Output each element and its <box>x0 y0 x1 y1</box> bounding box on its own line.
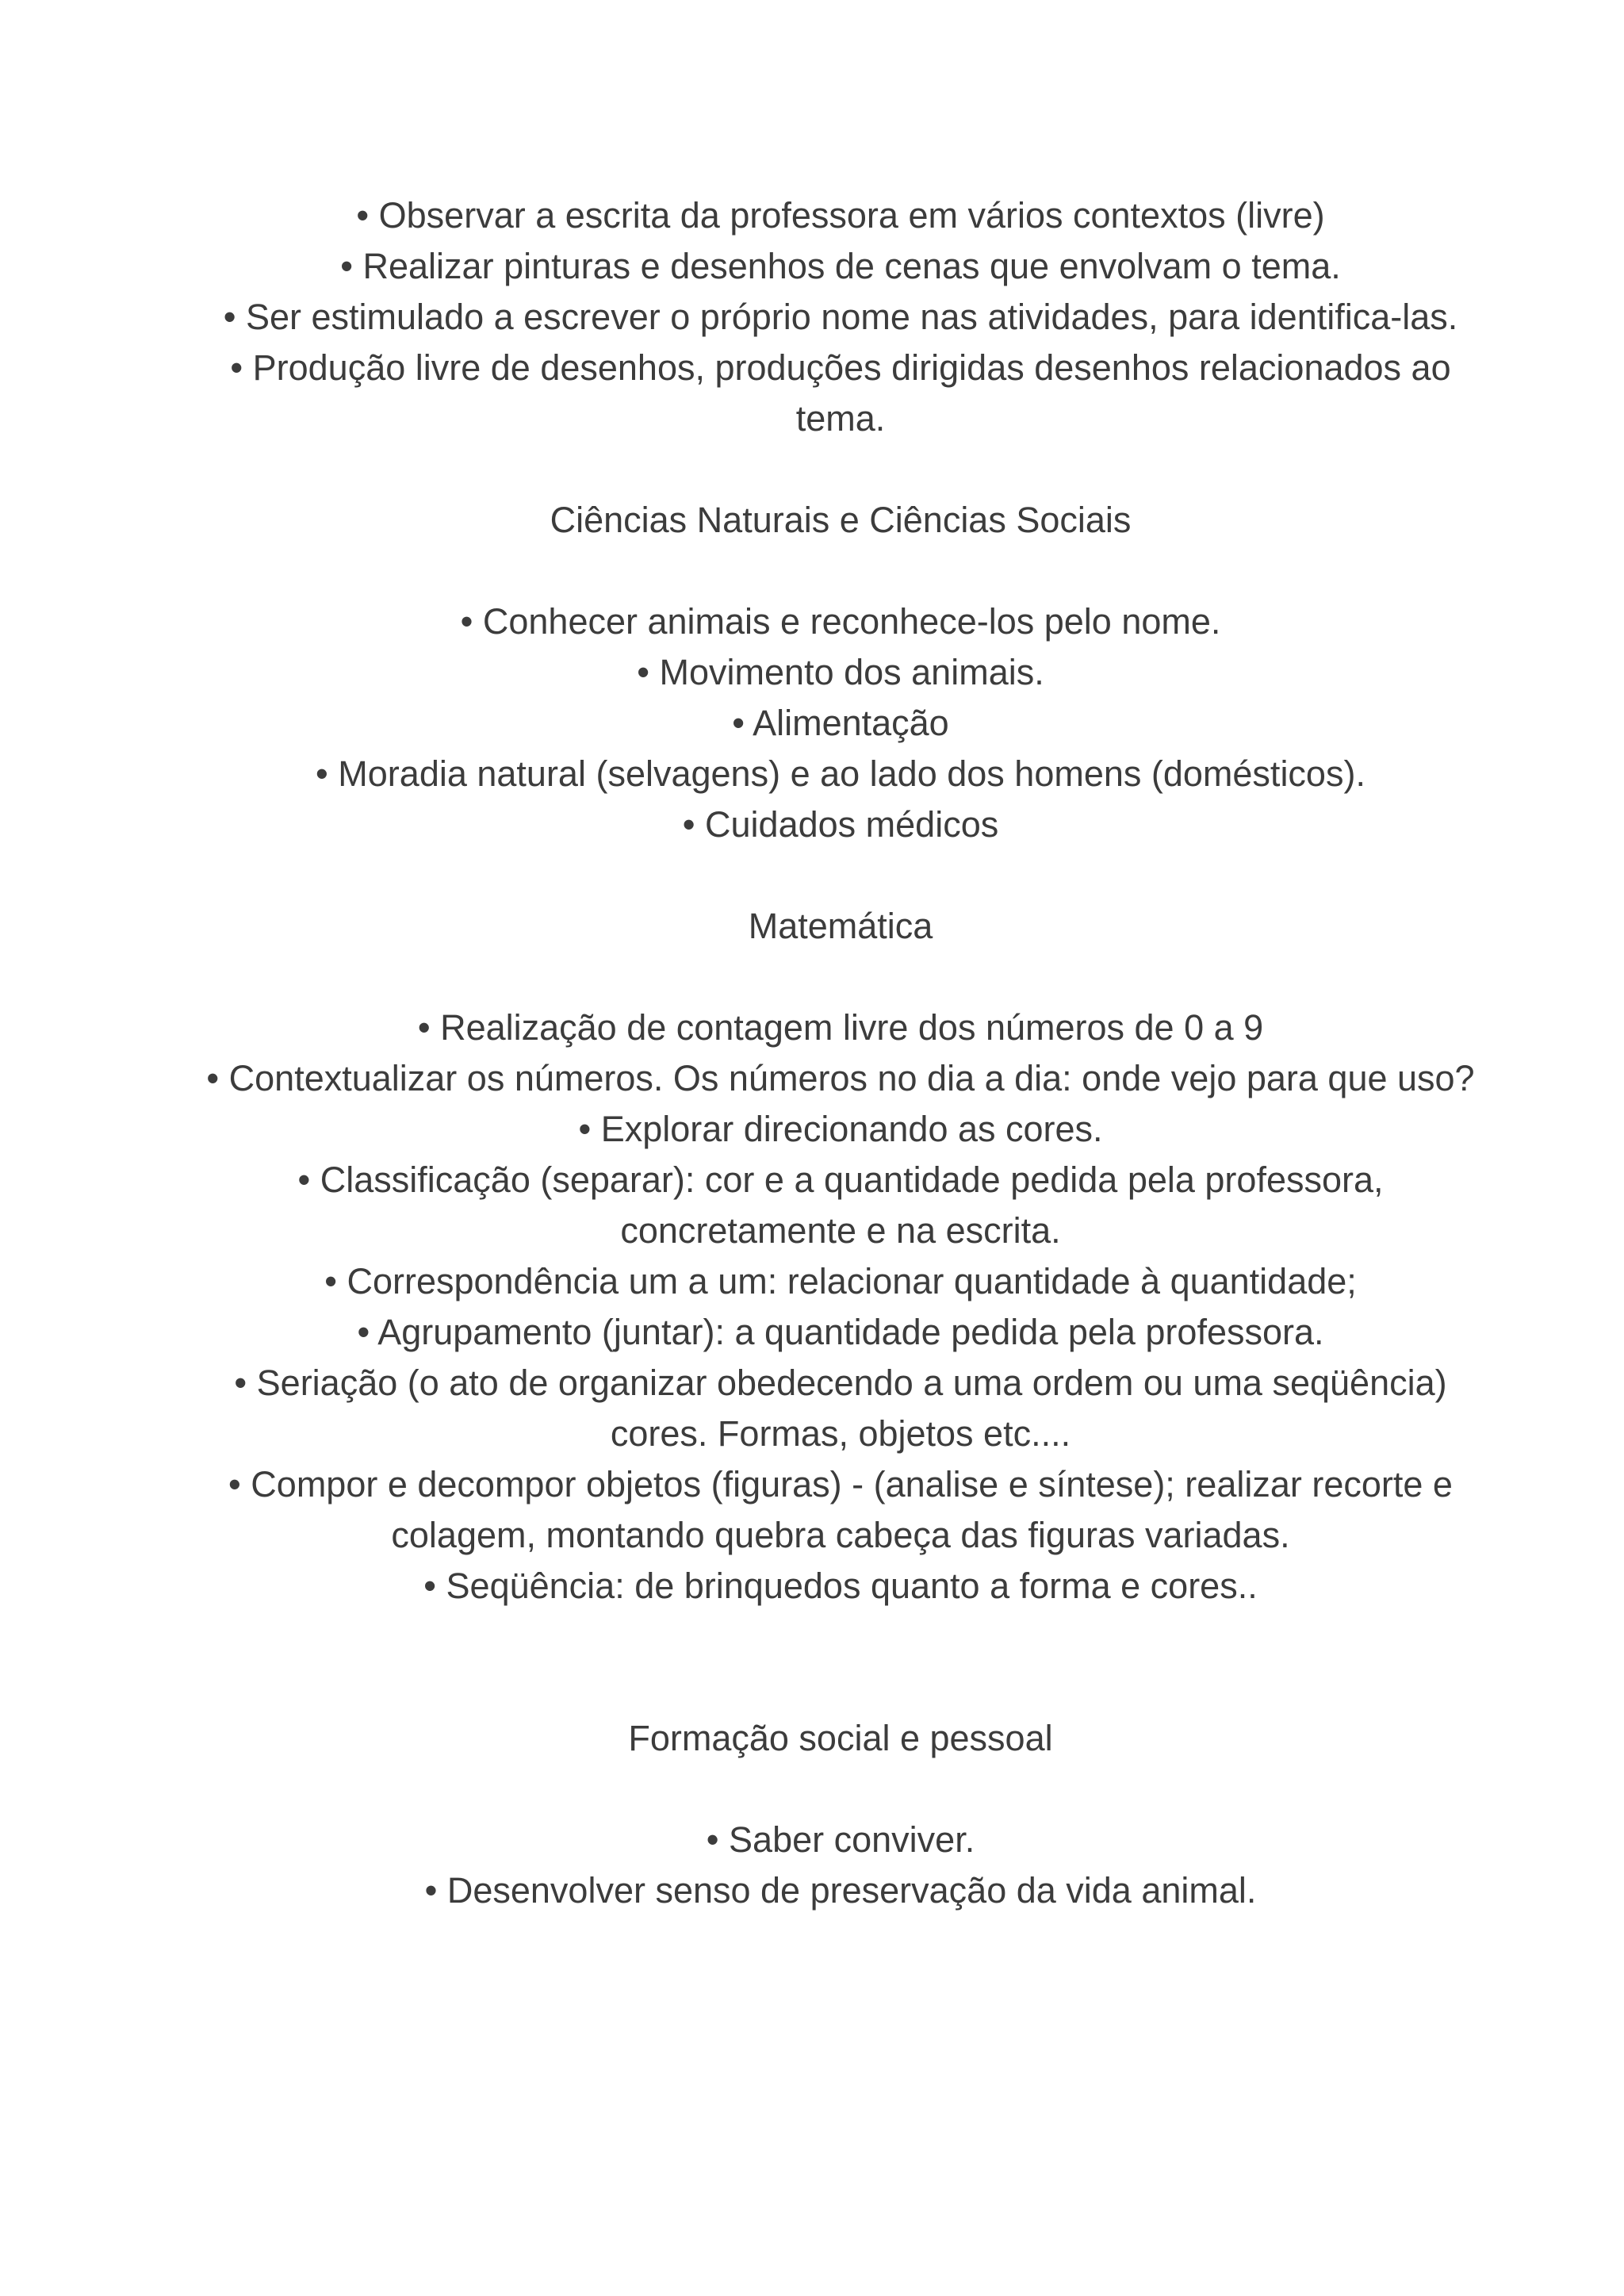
math-line: • Agrupamento (juntar): a quantidade pedida pela professora. <box>357 1312 1324 1352</box>
math-line: • Compor e decompor objetos (figuras) - (analise e síntese); realizar recorte e <box>228 1464 1453 1504</box>
sciences-section <box>151 495 1530 850</box>
math-line: • Classificação (separar): cor e a quantidade pedida pela professora, <box>297 1159 1384 1200</box>
sciences-line: • Moradia natural (selvagens) e ao lado dos homens (domésticos). <box>316 753 1365 794</box>
math-line: • Explorar direcionando as cores. <box>578 1109 1103 1149</box>
spacer <box>151 1662 1530 1713</box>
spacer <box>151 444 1530 495</box>
spacer <box>151 546 1530 596</box>
social-line: • Saber conviver. <box>706 1819 975 1860</box>
social-heading: Formação social e pessoal <box>628 1718 1053 1758</box>
math-line: • Correspondência um a um: relacionar quantidade à quantidade; <box>324 1261 1357 1301</box>
intro-line: • Observar a escrita da professora em vários contextos (livre) <box>356 195 1325 236</box>
math-line: • Seriação (o ato de organizar obedecendo a uma ordem ou uma seqüência) <box>234 1363 1447 1403</box>
sciences-line: • Cuidados médicos <box>682 804 999 845</box>
sciences-line: • Conhecer animais e reconhece-los pelo nome. <box>460 601 1221 642</box>
math-line: colagem, montando quebra cabeça das figuras variadas. <box>391 1515 1290 1555</box>
social-line: • Desenvolver senso de preservação da vida animal. <box>424 1870 1257 1911</box>
sciences-line: • Movimento dos animais. <box>637 652 1044 692</box>
math-heading: Matemática <box>748 906 933 946</box>
intro-line: tema. <box>795 398 886 439</box>
spacer <box>151 952 1530 1002</box>
math-line: • Realização de contagem livre dos números de 0 a 9 <box>417 1007 1264 1048</box>
document-body <box>151 190 1530 1916</box>
social-section <box>151 1713 1530 1916</box>
intro-section <box>151 190 1530 444</box>
intro-line: • Ser estimulado a escrever o próprio nome nas atividades, para identifica-las. <box>223 297 1458 337</box>
spacer <box>151 1764 1530 1815</box>
sciences-heading: Ciências Naturais e Ciências Sociais <box>550 500 1132 540</box>
math-line: • Seqüência: de brinquedos quanto a forma e cores.. <box>423 1566 1258 1606</box>
math-line: cores. Formas, objetos etc.... <box>610 1413 1071 1454</box>
math-line: concretamente e na escrita. <box>620 1210 1061 1251</box>
intro-line: • Produção livre de desenhos, produções dirigidas desenhos relacionados ao <box>230 347 1451 388</box>
math-section <box>151 901 1530 1612</box>
sciences-line: • Alimentação <box>732 703 949 743</box>
spacer <box>151 1612 1530 1662</box>
spacer <box>151 850 1530 901</box>
intro-line: • Realizar pinturas e desenhos de cenas que envolvam o tema. <box>340 246 1341 286</box>
math-line: • Contextualizar os números. Os números no dia a dia: onde vejo para que uso? <box>206 1058 1475 1098</box>
